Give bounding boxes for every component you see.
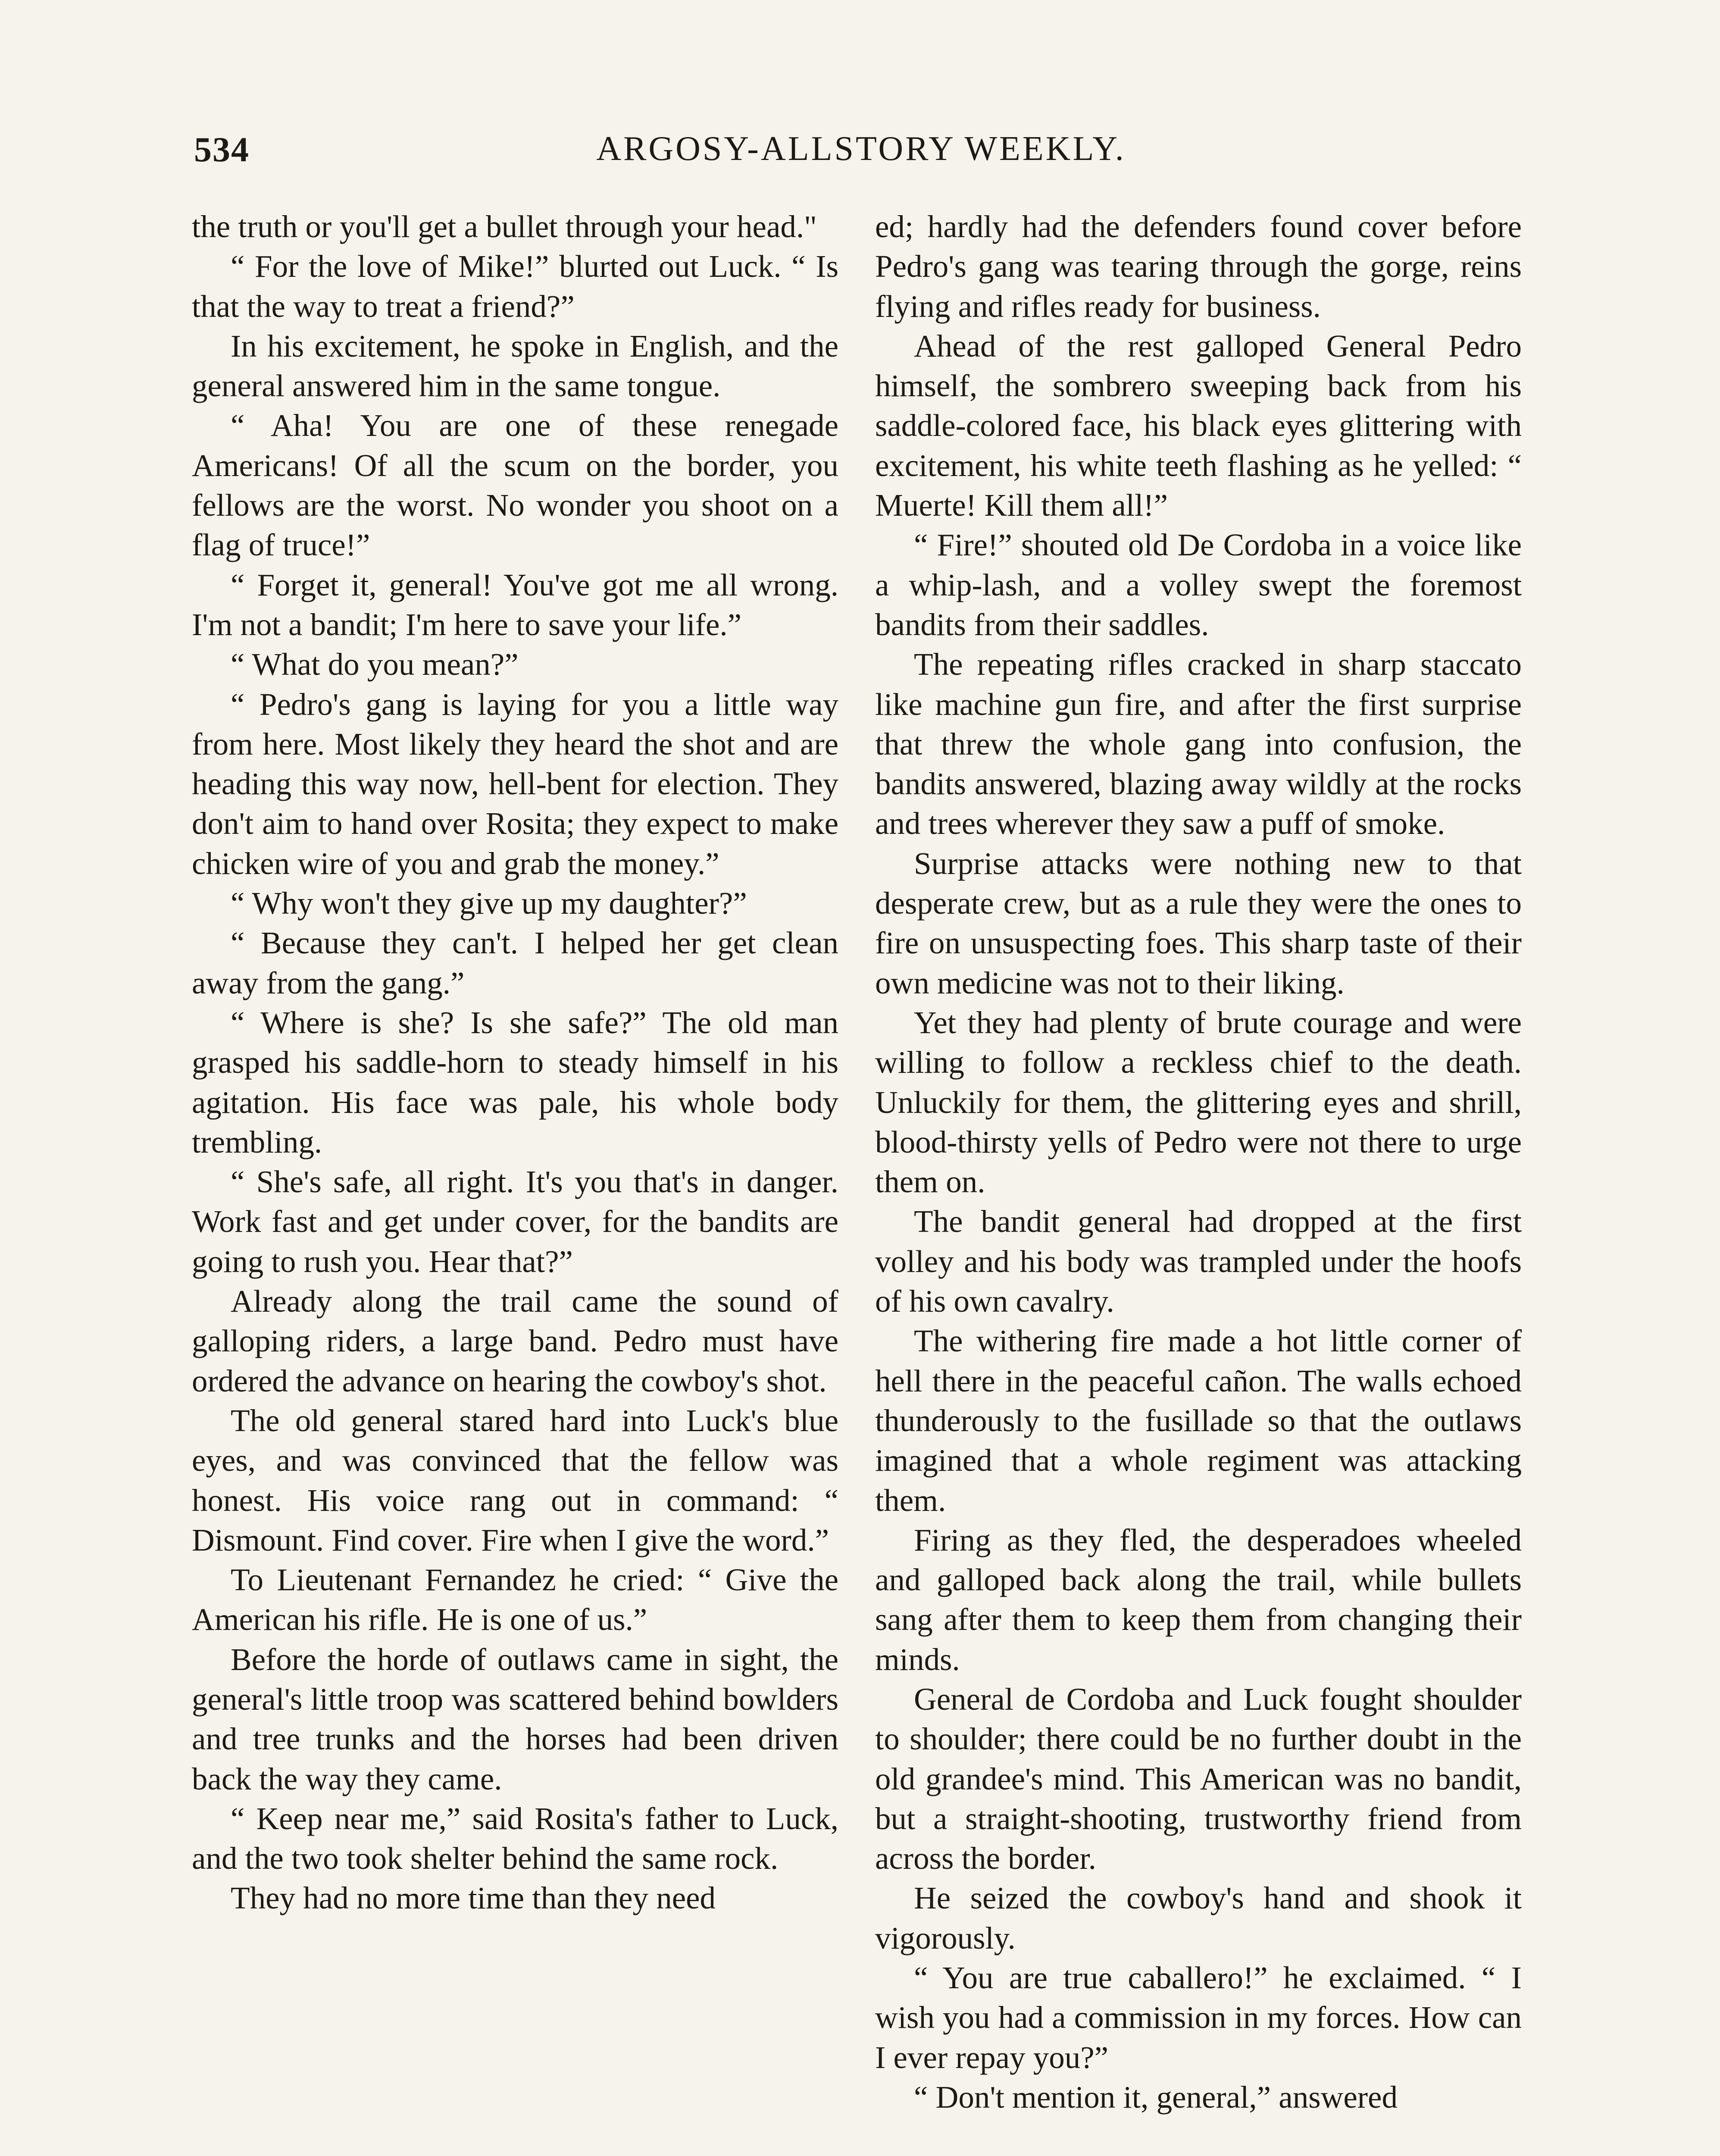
paragraph: “ Because they can't. I helped her get clean away from the gang.” bbox=[192, 925, 838, 1000]
paragraph: “ Why won't they give up my daughter?” bbox=[231, 886, 747, 921]
paragraph: “ What do you mean?” bbox=[231, 647, 519, 682]
left-column bbox=[192, 207, 838, 1918]
paragraph: The old general stared hard into Luck's blue eyes, and was convinced that the fellow was honest. His voice rang out in command: “ Dismount. Find cover. Fire when I give the word.” bbox=[192, 1403, 838, 1557]
paragraph: “ Keep near me,” said Rosita's father to Luck, and the two took shelter behind the same rock. bbox=[192, 1801, 838, 1876]
paragraph: “ Don't mention it, general,” answered bbox=[914, 2079, 1398, 2115]
paragraph: ed; hardly had the defenders found cover before Pedro's gang was tearing through the gorge, reins flying and rifles ready for business. bbox=[875, 209, 1522, 324]
paragraph: “ She's safe, all right. It's you that's in danger. Work fast and get under cover, for the bandits are going to rush you. Hear that?” bbox=[192, 1164, 838, 1279]
paragraph: “ Aha! You are one of these renegade Americans! Of all the scum on the border, you fellows are the worst. No wonder you shoot on a flag of truce!” bbox=[192, 408, 838, 563]
running-title: ARGOSY-ALLSTORY WEEKLY. bbox=[596, 130, 1126, 168]
paragraph: Surprise attacks were nothing new to that desperate crew, but as a rule they were the ones to fire on unsuspecting foes. This sharp taste of their own medicine was not to their liking. bbox=[875, 846, 1522, 1000]
paragraph: Firing as they fled, the desperadoes wheeled and galloped back along the trail, while bullets sang after them to keep them from changing their minds. bbox=[875, 1522, 1522, 1677]
paragraph: “ Forget it, general! You've got me all wrong. I'm not a bandit; I'm here to save your life.” bbox=[192, 567, 838, 642]
page-header bbox=[194, 129, 1528, 181]
paragraph: the truth or you'll get a bullet through your head." bbox=[192, 209, 817, 244]
paragraph: He seized the cowboy's hand and shook it vigorously. bbox=[875, 1880, 1522, 1955]
paragraph: “ Pedro's gang is laying for you a little way from here. Most likely they heard the shot and are heading this way now, hell-bent for election. They don't aim to hand over Rosita; they expect to make chicken wire of you and grab the money.” bbox=[192, 686, 838, 881]
paragraph: “ Where is she? Is she safe?” The old man grasped his saddle-horn to steady himself in his agitation. His face was pale, his whole body trembling. bbox=[192, 1005, 838, 1159]
paragraph: They had no more time than they need bbox=[231, 1880, 716, 1916]
paragraph: Ahead of the rest galloped General Pedro himself, the sombrero sweeping back from his saddle-colored face, his black eyes glittering with excitement, his white teeth flashing as he yelled: “ Muerte! Kill them all!” bbox=[875, 328, 1522, 523]
paragraph: To Lieutenant Fernandez he cried: “ Give the American his rifle. He is one of us.” bbox=[192, 1562, 838, 1637]
paragraph: In his excitement, he spoke in English, and the general answered him in the same tongue. bbox=[192, 328, 838, 404]
paragraph: The withering fire made a hot little corner of hell there in the peaceful cañon. The walls echoed thunderously to the fusillade so that the outlaws imagined that a whole regiment was attacking them. bbox=[875, 1323, 1522, 1518]
paragraph: Yet they had plenty of brute courage and were willing to follow a reckless chief to the death. Unluckily for them, the glittering eyes and shrill, blood-thirsty yells of Pedro were not there to urge them on. bbox=[875, 1005, 1522, 1200]
paragraph: “ Fire!” shouted old De Cordoba in a voice like a whip-lash, and a volley swept the foremost bandits from their saddles. bbox=[875, 527, 1522, 642]
paragraph: The bandit general had dropped at the first volley and his body was trampled under the hoofs of his own cavalry. bbox=[875, 1204, 1522, 1319]
paragraph: “ You are true caballero!” he exclaimed. “ I wish you had a commission in my forces. How can I ever repay you?” bbox=[875, 1960, 1522, 2075]
paragraph: “ For the love of Mike!” blurted out Luck. “ Is that the way to treat a friend?” bbox=[192, 249, 838, 324]
paragraph: The repeating rifles cracked in sharp staccato like machine gun fire, and after the first surprise that threw the whole gang into confusion, the bandits answered, blazing away wildly at the rocks and trees wherever they saw a puff of smoke. bbox=[875, 647, 1522, 841]
page-number: 534 bbox=[194, 130, 250, 169]
paragraph: Already along the trail came the sound of galloping riders, a large band. Pedro must have ordered the advance on hearing the cowboy's shot. bbox=[192, 1284, 838, 1398]
paragraph: Before the horde of outlaws came in sight, the general's little troop was scattered behind bowlders and tree trunks and the horses had been driven back the way they came. bbox=[192, 1642, 838, 1796]
paragraph: General de Cordoba and Luck fought shoulder to shoulder; there could be no further doubt in the old grandee's mind. This American was no bandit, but a straight-shooting, trustworthy friend from across the border. bbox=[875, 1681, 1522, 1876]
right-column bbox=[875, 207, 1522, 2117]
